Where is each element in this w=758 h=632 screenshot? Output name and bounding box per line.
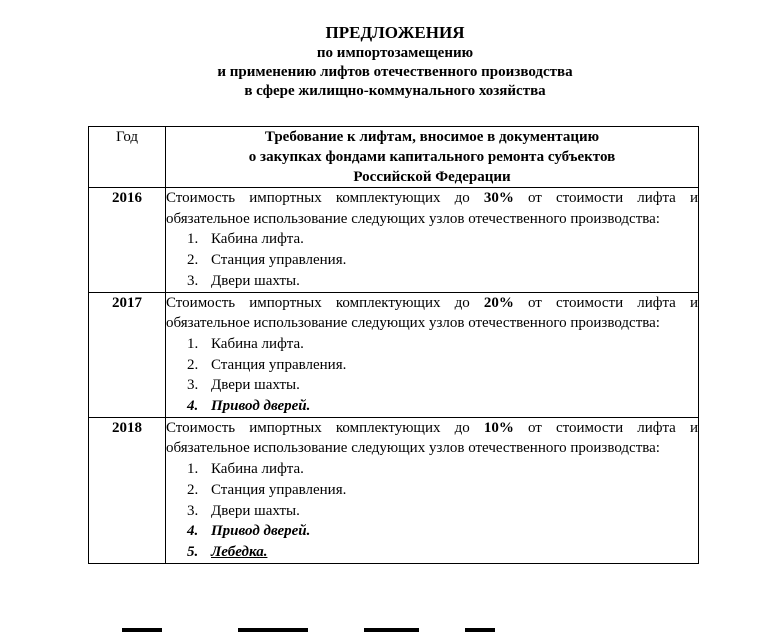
requirement-cell [166, 292, 699, 417]
column-header-year: Год [89, 127, 166, 188]
list-item-text: Привод дверей. [211, 523, 311, 540]
import-share-percent: 20% [483, 294, 514, 311]
list-item-new-requirement [166, 521, 698, 542]
table-row [89, 188, 699, 293]
list-item-text: Станция управления. [211, 356, 347, 373]
title-heading: ПРЕДЛОЖЕНИЯ [325, 23, 465, 42]
table-row [89, 417, 699, 563]
year-cell: 2016 [89, 188, 166, 293]
text-fragment [465, 628, 495, 632]
list-item [166, 355, 698, 376]
domestic-units-list [166, 459, 698, 563]
requirement-text [166, 188, 698, 229]
list-item-text: Кабина лифта. [211, 461, 304, 478]
import-share-percent: 10% [483, 419, 514, 436]
column-header-line: Требование к лифтам, вносимое в документацию [264, 129, 600, 145]
list-item [166, 250, 698, 271]
import-share-percent: 30% [483, 190, 514, 206]
requirement-cell [166, 188, 699, 293]
column-header-line: о закупках фондами капитального ремонта субъектов [248, 149, 616, 165]
list-item-text: Станция управления. [211, 481, 347, 498]
title-subtitle-line: и применению лифтов отечественного производства [217, 64, 573, 80]
list-item [166, 459, 698, 480]
column-header-line: Российской Федерации [353, 169, 511, 185]
list-item-text: Привод дверей. [211, 398, 311, 415]
requirements-table [88, 126, 699, 564]
requirement-text-tail: от стоимости лифта и обязательное использование следующих узлов отечественного производства: [166, 190, 698, 227]
text-fragment [238, 628, 308, 632]
text-fragment [364, 628, 419, 632]
table-header-row [89, 127, 699, 188]
list-item-number: 2. [187, 481, 199, 498]
list-item [166, 375, 698, 396]
list-item-text: Двери шахты. [211, 272, 300, 289]
list-item-number: 5. [187, 543, 199, 560]
list-item [166, 501, 698, 522]
year-cell: 2017 [89, 292, 166, 417]
requirement-text-lead: Стоимость импортных комплектующих до [166, 419, 484, 436]
list-item-text: Кабина лифта. [211, 231, 304, 248]
list-item [166, 334, 698, 355]
list-item-number: 1. [187, 335, 199, 352]
text-fragment [122, 628, 162, 632]
list-item [166, 229, 698, 250]
list-item [166, 271, 698, 292]
list-item-text: Лебедка. [211, 543, 268, 560]
list-item-number: 1. [187, 461, 199, 478]
requirement-cell [166, 417, 699, 563]
requirement-text-lead: Стоимость импортных комплектующих до [166, 294, 484, 311]
list-item-text: Двери шахты. [211, 377, 300, 394]
requirement-text [166, 293, 698, 334]
list-item-new-requirement [166, 396, 698, 417]
requirement-text [166, 418, 698, 459]
requirement-text-tail: от стоимости лифта и обязательное использование следующих узлов отечественного производства: [166, 294, 698, 332]
requirement-text-lead: Стоимость импортных комплектующих до [166, 190, 484, 206]
list-item-number: 3. [187, 272, 199, 289]
cut-off-text-fragment [88, 628, 699, 632]
list-item-text: Двери шахты. [211, 502, 300, 519]
list-item [166, 480, 698, 501]
year-cell: 2018 [89, 417, 166, 563]
list-item-number: 1. [187, 231, 199, 248]
list-item-number: 2. [187, 356, 199, 373]
title-subtitle-line: в сфере жилищно-коммунального хозяйства [244, 83, 546, 99]
list-item-number: 3. [187, 377, 199, 394]
column-header-requirement [166, 127, 699, 188]
domestic-units-list [166, 229, 698, 291]
list-item-number: 3. [187, 502, 199, 519]
list-item-new-requirement [166, 542, 698, 563]
title-subtitle-line: по импортозамещению [316, 45, 474, 61]
list-item-number: 4. [187, 523, 199, 540]
domestic-units-list [166, 334, 698, 417]
list-item-text: Кабина лифта. [211, 335, 304, 352]
requirement-text-tail: от стоимости лифта и обязательное использование следующих узлов отечественного производства: [166, 419, 698, 457]
document-title [90, 22, 700, 101]
list-item-text: Станция управления. [211, 252, 347, 269]
table-row [89, 292, 699, 417]
list-item-number: 4. [187, 398, 199, 415]
list-item-number: 2. [187, 252, 199, 269]
